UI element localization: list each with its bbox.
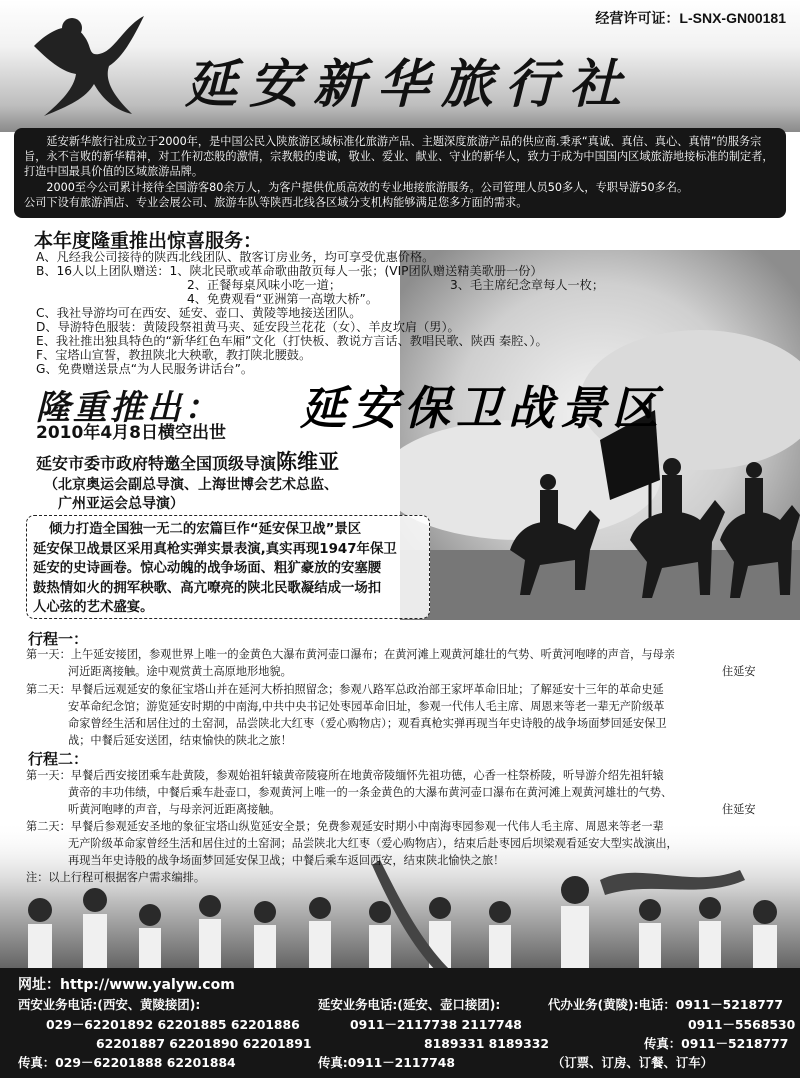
itinerary-line: 命家曾经生活和居住过的土窑洞，品尝陕北大红枣（爱心购物店）；观看真枪实弹再现当年史诗般的战争场面梦回延安保卫 — [68, 717, 667, 730]
service-item: F、宝塔山宣誓，教扭陕北大秧歌，教打陕北腰鼓。 — [36, 348, 312, 362]
itinerary-line: 第一天：上午延安接团，参观世界上唯一的金黄色大瀑布黄河壶口瀑布；在黄河滩上观黄河雄壮的气势、听黄河咆哮的声音，与母亲 — [26, 648, 675, 661]
director-credit: 广州亚运会总导演） — [58, 496, 184, 512]
itinerary-stay: 住延安 — [722, 803, 756, 816]
yanan-phone: 0911－2117738 2117748 — [350, 1017, 522, 1032]
xian-phone: 029－62201892 62201885 62201886 — [46, 1017, 300, 1032]
service-item: B、16人以上团队赠送：1、陕北民歌或革命歌曲散页每人一张；(VIP团队赠送精美歌册一份） — [36, 264, 543, 278]
yanan-fax: 传真:0911－2117748 — [318, 1055, 455, 1070]
promo-label: 隆重推出： — [36, 388, 221, 428]
intro-paragraph: 公司下设有旅游酒店、专业会展公司、旅游车队等陕西北线各区域分支机构能够满足您多方面的需求。 — [24, 195, 528, 209]
business-license: 经营许可证：L-SNX-GN00181 — [595, 10, 786, 26]
yanan-contact-title: 延安业务电话:(延安、壶口接团): — [318, 997, 501, 1012]
itinerary-line: 听黄河咆哮的声音，与母亲河近距离接触。 — [68, 803, 281, 816]
xian-contact-title: 西安业务电话:(西安、黄陵接团): — [18, 997, 201, 1012]
itinerary-line: 无产阶级革命家曾经生活和居住过的土窑洞；品尝陕北大红枣（爱心购物店），结束后赴枣园后坝梁观看延安大型实战演出， — [68, 837, 678, 850]
itinerary-line: 河近距离接触。途中观赏黄土高原地形地貌。 — [68, 665, 292, 678]
feature-line: 鼓热情如火的拥军秧歌、高亢嘹亮的陕北民歌凝结成一场扣 — [33, 580, 382, 596]
xian-phone: 62201887 62201890 62201891 — [96, 1036, 312, 1051]
scenic-area-title: 延安保卫战景区 — [300, 381, 664, 435]
itinerary-line: 黄帝的丰功伟绩，中餐后乘车赴壶口，参观黄河上唯一的一条金黄色的大瀑布黄河壶口瀑布在黄河滩上观黄河雄壮的气势、 — [68, 786, 673, 799]
website-link[interactable]: 网址：http://www.yalyw.com — [18, 977, 235, 993]
company-name: 延安新华旅行社 — [185, 54, 634, 115]
service-item: A、凡经我公司接待的陕西北线团队、散客订房业务，均可享受优惠价格。 — [36, 250, 435, 264]
launch-date: 2010年4月8日横空出世 — [36, 423, 226, 443]
agent-services-note: （订票、订房、订餐、订车） — [552, 1055, 714, 1070]
feature-line: 延安的史诗画卷。惊心动魄的战争场面、粗犷豪放的安塞腰 — [33, 561, 382, 576]
feature-line: 倾力打造全国独一无二的宏篇巨作“延安保卫战”景区 — [49, 522, 362, 537]
itinerary-line: 再现当年史诗般的战争场面梦回延安保卫战；中餐后乘车返回西安，结束陕北愉快之旅！ — [68, 854, 505, 867]
service-item: C、我社导游均可在西安、延安、壶口、黄陵等地接送团队。 — [36, 306, 362, 320]
yanan-phone: 8189331 8189332 — [424, 1036, 550, 1051]
agent-phone: 0911－5568530 — [688, 1017, 796, 1032]
itinerary-line: 第二天：早餐后参观延安圣地的象征宝塔山纵览延安全景；免费参观延安时期小中南海枣园参观一代伟人毛主席、周恩来等老一辈 — [26, 820, 664, 833]
service-item: D、导游特色服装：黄陵段祭祖黄马夹、延安段兰花花（女）、羊皮坎肩（男）。 — [36, 320, 460, 334]
service-item: 3、毛主席纪念章每人一枚； — [450, 278, 605, 292]
itinerary-one-title: 行程一： — [28, 630, 89, 648]
service-item: 2、正餐每桌风味小吃一道； — [187, 278, 342, 292]
agent-fax: 传真：0911－5218777 — [644, 1036, 789, 1051]
itinerary-note: 注：以上行程可根据客户需求编排。 — [26, 871, 206, 884]
xian-fax: 传真：029－62201888 62201884 — [18, 1055, 236, 1070]
service-item: G、免费赠送景点“为人民服务讲话台”。 — [36, 362, 254, 376]
feature-line: 人心弦的艺术盛宴。 — [33, 600, 154, 615]
itinerary-line: 安革命纪念馆；游览延安时期的中南海,中共中央书记处枣园革命旧址，参观一代伟人毛主席、周恩来等老一辈无产阶级革 — [68, 700, 665, 713]
itinerary-line: 第二天：早餐后远观延安的象征宝塔山并在延河大桥拍照留念；参观八路军总政治部王家坪革命旧址；了解延安十三年的革命史延 — [26, 683, 664, 696]
service-item: 4、免费观看“亚洲第一高墩大桥”。 — [187, 292, 379, 306]
service-item: E、我社推出独具特色的“新华红色车厢”文化（打快板、教说方言话、教唱民歌、陕西 秦腔、）。 — [36, 334, 548, 348]
director-prefix: 延安市委市政府特邀全国顶级导演 — [36, 454, 277, 473]
services-title: 本年度隆重推出惊喜服务： — [34, 230, 263, 252]
director-line — [36, 446, 339, 476]
dancer-logo-icon — [14, 6, 164, 126]
intro-paragraph: 2000至今公司累计接待全国游客80余万人，为客户提供优质高效的专业地接旅游服务。公司管理人员50多人，专职导游50多名。 — [46, 180, 689, 194]
director-name: 陈维亚 — [276, 450, 340, 474]
intro-paragraph: 延安新华旅行社成立于2000年，是中国公民入陕旅游区域标准化旅游产品、主题深度旅游产品的供应商.秉承“真诚、真信、真心、真情”的服务宗旨，永不言败的新华精神，对工作初恋般的激情，宗教般的虔诚，敬业、爱业、献业、守业的新华人，致力于成为中国国内区域旅游地接标准的制定者，打造中国最具价值的区域旅游品牌。 — [24, 135, 774, 179]
company-intro — [14, 128, 786, 218]
itinerary-two-title: 行程二： — [28, 750, 89, 768]
feature-box — [26, 515, 430, 619]
itinerary-line: 第一天：早餐后西安接团乘车赴黄陵，参观始祖轩辕黄帝陵寝所在地黄帝陵缅怀先祖功德，心香一柱祭桥陵，听导游介绍先祖轩辕 — [26, 769, 664, 782]
director-credit: （北京奥运会副总导演、上海世博会艺术总监、 — [44, 477, 338, 493]
feature-line: 延安保卫战景区采用真枪实弹实景表演,真实再现1947年保卫 — [33, 541, 397, 557]
itinerary-stay: 住延安 — [722, 665, 756, 678]
agent-contact-title: 代办业务(黄陵):电话：0911－5218777 — [548, 997, 784, 1012]
itinerary-line: 战；中餐后延安送团，结束愉快的陕北之旅！ — [68, 734, 292, 747]
